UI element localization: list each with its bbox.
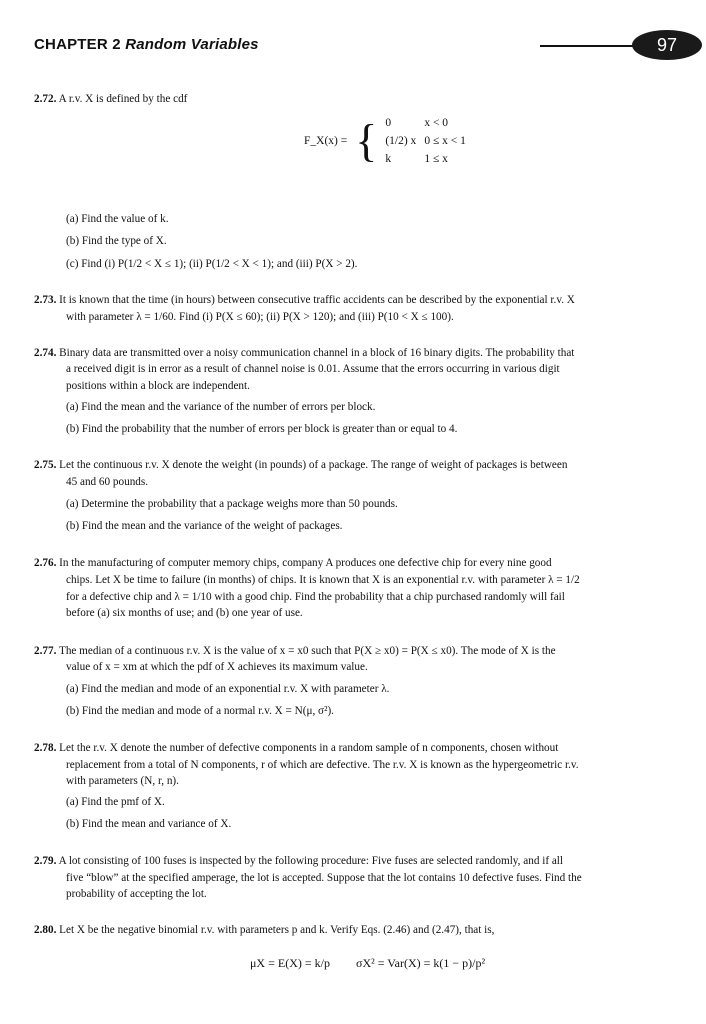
chapter-label: CHAPTER 2 xyxy=(34,36,121,53)
problem-2-78-line-1: 2.78. Let the r.v. X denote the number of defective components in a random sample of n components, chosen without xyxy=(34,742,559,754)
chapter-title: Random Variables xyxy=(125,36,259,53)
problem-2-74-part-b: (b) Find the probability that the number of errors per block is greater than or equal to 4. xyxy=(66,423,458,435)
problem-2-72-part-a: (a) Find the value of k. xyxy=(66,213,169,225)
problem-2-75-line-2: 45 and 60 pounds. xyxy=(66,476,149,488)
problem-2-74-part-a: (a) Find the mean and the variance of the number of errors per block. xyxy=(66,401,376,413)
problem-2-78-part-b: (b) Find the mean and variance of X. xyxy=(66,818,232,830)
problem-2-76-line-1: 2.76. In the manufacturing of computer memory chips, company A produces one defective chip for every nine good xyxy=(34,557,552,569)
cdf-formula: F_X(x) = { 0 x < 0 (1/2) x 0 ≤ x < 1 k 1 ≤ x xyxy=(300,117,470,165)
chapter-heading xyxy=(34,36,259,53)
brace: { xyxy=(355,115,378,166)
problem-2-79-line-1: 2.79. A lot consisting of 100 fuses is inspected by the following procedure: Five fuses are selected randomly, and if all xyxy=(34,855,564,867)
problem-2-74-line-1: 2.74. Binary data are transmitted over a noisy communication channel in a block of 16 binary digits. The probability that xyxy=(34,347,575,359)
problem-2-78-line-3: with parameters (N, r, n). xyxy=(66,775,179,787)
cdf-label: F_X(x) = xyxy=(304,135,348,147)
problem-2-72-part-b: (b) Find the type of X. xyxy=(66,235,167,247)
problem-2-80-line-1: 2.80. Let X be the negative binomial r.v. with parameters p and k. Verify Eqs. (2.46) and (2.47), that is, xyxy=(34,924,495,936)
problem-2-74-line-2: a received digit is in error as a result of channel noise is 0.01. Assume that the errors occurring in various digit xyxy=(66,363,560,375)
problem-2-76-line-3: for a defective chip and λ = 1/10 with a good chip. Find the probability that a chip purchased randomly will fail xyxy=(66,591,565,603)
page-number: 97 xyxy=(632,30,702,60)
problem-2-77-part-b: (b) Find the median and mode of a normal r.v. X = N(μ, σ²). xyxy=(66,705,334,717)
problem-2-78-line-2: replacement from a total of N components, r of which are defective. The r.v. X is known as the hypergeometric r.v. xyxy=(66,759,579,771)
problem-2-79-line-2: five “blow” at the specified amperage, the lot is accepted. Suppose that the lot contains 10 defective fuses. Find the xyxy=(66,872,582,884)
problem-2-72-part-c: (c) Find (i) P(1/2 < X ≤ 1); (ii) P(1/2 < X < 1); and (iii) P(X > 2). xyxy=(66,258,358,270)
problem-2-77-line-2: value of x = xm at which the pdf of X achieves its maximum value. xyxy=(66,661,368,673)
problem-2-75-line-1: 2.75. Let the continuous r.v. X denote the weight (in pounds) of a package. The range of weight of packages is between xyxy=(34,459,568,471)
problem-2-78-part-a: (a) Find the pmf of X. xyxy=(66,796,165,808)
problem-2-77-part-a: (a) Find the median and mode of an exponential r.v. X with parameter λ. xyxy=(66,683,390,695)
problem-2-76-line-2: chips. Let X be time to failure (in months) of chips. It is known that X is an exponential r.v. with parameter λ = 1/2 xyxy=(66,574,580,586)
formula-variance: σX² = Var(X) = k(1 − p)/p² xyxy=(356,956,486,970)
problem-2-73-line-1: 2.73. It is known that the time (in hours) between consecutive traffic accidents can be described by the exponential r.v. X xyxy=(34,294,575,306)
page-header xyxy=(34,35,678,58)
problem-2-72-stem: 2.72. A r.v. X is defined by the cdf xyxy=(34,93,188,105)
problem-2-79-line-3: probability of accepting the lot. xyxy=(66,888,207,900)
problem-2-77-line-1: 2.77. The median of a continuous r.v. X is the value of x = x0 such that P(X ≥ x0) = P(X ≤ x0). The mode of X is the xyxy=(34,645,556,657)
problem-2-76-line-4: before (a) six months of use; and (b) one year of use. xyxy=(66,607,303,619)
problem-2-74-line-3: positions within a block are independent. xyxy=(66,380,250,392)
problem-2-73-line-2: with parameter λ = 1/60. Find (i) P(X ≤ 60); (ii) P(X > 120); and (iii) P(10 < X ≤ 100). xyxy=(66,311,454,323)
problem-2-75-part-a: (a) Determine the probability that a package weighs more than 50 pounds. xyxy=(66,498,398,510)
formula-mean: μX = E(X) = k/p xyxy=(250,956,330,970)
problem-2-75-part-b: (b) Find the mean and the variance of the weight of packages. xyxy=(66,520,343,532)
